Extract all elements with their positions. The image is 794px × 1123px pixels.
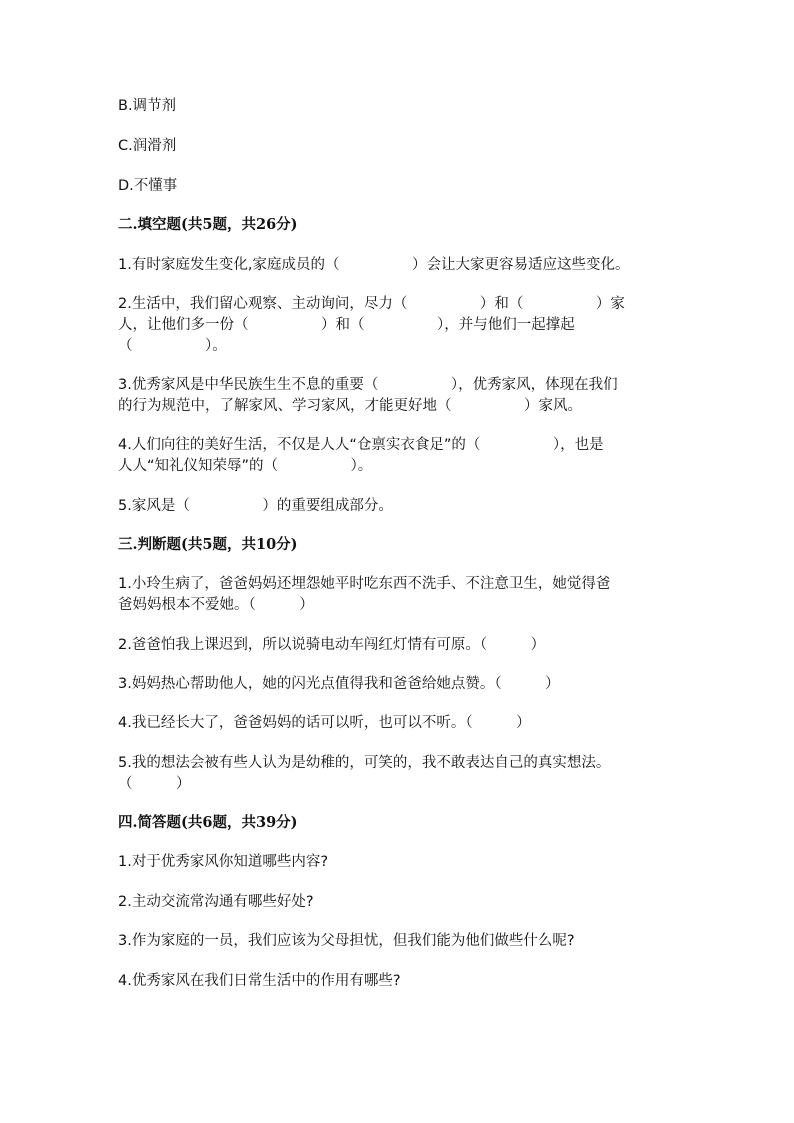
- s2-q2-line1: 2.生活中，我们留心观察、主动询问，尽力（ ）和（ ）家: [118, 296, 625, 312]
- s3-q5-line2: （ ）: [118, 776, 191, 792]
- s2-q4-line2: 人人“知礼仪知荣辱”的（ ）。: [118, 458, 373, 474]
- s2-q3-line2: 的行为规范中，了解家风、学习家风，才能更好地（ ）家风。: [118, 398, 582, 414]
- s3-q1-line1: 1.小玲生病了，爸爸妈妈还埋怨她平时吃东西不洗手、不注意卫生，她觉得爸: [118, 576, 611, 592]
- option-c: C.润滑剂: [118, 138, 177, 154]
- section-4-title: 四.简答题(共6题，共39分): [118, 814, 298, 831]
- s2-q3-line1: 3.优秀家风是中华民族生生不息的重要（ ），优秀家风，体现在我们: [118, 377, 618, 393]
- section-3-title: 三.判断题(共5题，共10分): [118, 536, 298, 553]
- s2-q1-line1: 1.有时家庭发生变化,家庭成员的（ ）会让大家更容易适应这些变化。: [118, 257, 630, 273]
- s2-q2-line3: （ ）。: [118, 338, 227, 354]
- section-2-title: 二.填空题(共5题，共26分): [118, 216, 298, 233]
- s3-q3-line1: 3.妈妈热心帮助他人，她的闪光点值得我和爸爸给她点赞。（ ）: [118, 676, 560, 692]
- s2-q4-line1: 4.人们向往的美好生活，不仅是人人“仓禀实衣食足”的（ ），也是: [118, 437, 604, 453]
- s4-q1-line1: 1.对于优秀家风你知道哪些内容?: [118, 854, 329, 870]
- s4-q2-line1: 2.主动交流常沟通有哪些好处?: [118, 894, 314, 910]
- option-d: D.不懂事: [118, 178, 178, 194]
- s3-q2-line1: 2.爸爸怕我上课迟到，所以说骑电动车闯红灯情有可原。（ ）: [118, 637, 546, 653]
- s4-q4-line1: 4.优秀家风在我们日常生活中的作用有哪些?: [118, 973, 401, 989]
- s3-q1-line2: 爸妈妈根本不爱她。（ ）: [118, 597, 314, 613]
- s4-q3-line1: 3.作为家庭的一员，我们应该为父母担忧，但我们能为他们做些什么呢?: [118, 933, 575, 949]
- option-b: B.调节剂: [118, 98, 177, 114]
- s2-q5-line1: 5.家风是（ ）的重要组成部分。: [118, 498, 393, 514]
- s3-q4-line1: 4.我已经长大了，爸爸妈妈的话可以听，也可以不听。（ ）: [118, 715, 531, 731]
- s3-q5-line1: 5.我的想法会被有些人认为是幼稚的，可笑的，我不敢表达自己的真实想法。: [118, 755, 611, 771]
- s2-q2-line2: 人，让他们多一份（ ）和（ ），并与他们一起撑起: [118, 317, 575, 333]
